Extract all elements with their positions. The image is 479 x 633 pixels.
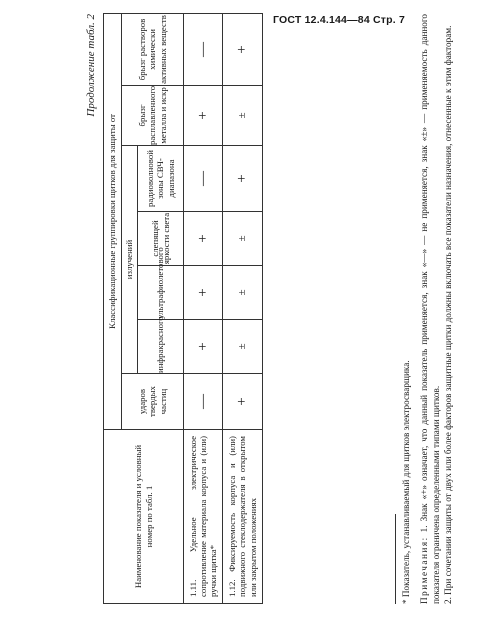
col-chemicals-header: брызг растворов химически активных веществ: [122, 13, 184, 85]
col-bright-light-header: слепящей яркости света: [138, 212, 184, 266]
cell-value: +: [223, 13, 262, 85]
footnote-divider: [395, 514, 396, 604]
col-infrared-header: инфракрасного: [138, 320, 184, 374]
col-molten-metal-header: брызг расплавленного металла и искр: [122, 86, 184, 146]
cell-value: +: [184, 86, 223, 146]
row-name: 1.11. Удельное электрическое сопротивление материала корпуса и (или) ручки щитка*: [184, 430, 223, 604]
continuation-title: Продолжение табл. 2: [85, 14, 97, 117]
classification-table: [103, 13, 263, 604]
group-header: Классификационные группировки щитков для защиты от: [104, 13, 122, 429]
cell-value: +: [223, 374, 262, 430]
cell-value: —: [184, 13, 223, 85]
col-radio-header: радиоволновой зоны СВЧ-диапазона: [138, 146, 184, 212]
note-2: 2. При сочетании защиты от двух или более факторов защитные щитки должны включать все показатели назначения, отнесенные к этим факторам.: [442, 25, 453, 604]
col-name-header: Наименование показателя и условный номер по табл. 1: [104, 430, 184, 604]
footnote: * Показатель, устанавливаемый для щитков электросварщика.: [401, 360, 411, 604]
cell-value: —: [184, 146, 223, 212]
table-row: [184, 13, 223, 603]
cell-value: ±: [223, 266, 262, 320]
cell-value: +: [184, 266, 223, 320]
note-1: 1. Знак «+» означает, что данный показатель применяется, знак «—» — не применяется, знак «±» — применяемость данного показателя ограничена определенными типами щитков.: [418, 13, 441, 604]
page-header: ГОСТ 12.4.144—84 Стр. 7: [272, 14, 405, 26]
cell-value: ±: [223, 320, 262, 374]
notes-title: Примечания:: [418, 536, 429, 604]
radiation-header: излучений: [122, 146, 138, 374]
table-row: [223, 13, 262, 603]
cell-value: +: [184, 212, 223, 266]
cell-value: ±: [223, 86, 262, 146]
cell-value: +: [223, 146, 262, 212]
notes-block: [393, 14, 455, 604]
cell-value: —: [184, 374, 223, 430]
cell-value: ±: [223, 212, 262, 266]
cell-value: +: [184, 320, 223, 374]
row-name: 1.12. Фиксируемость корпуса и (или) подвижного стеклодержателя в открытом или закрытом положениях: [223, 430, 262, 604]
col-particles-header: ударов твердых частиц: [122, 374, 184, 430]
col-ultraviolet-header: ультрафиолетового: [138, 266, 184, 320]
note-1-line: [419, 14, 443, 604]
rotated-table-page: [85, 13, 479, 604]
